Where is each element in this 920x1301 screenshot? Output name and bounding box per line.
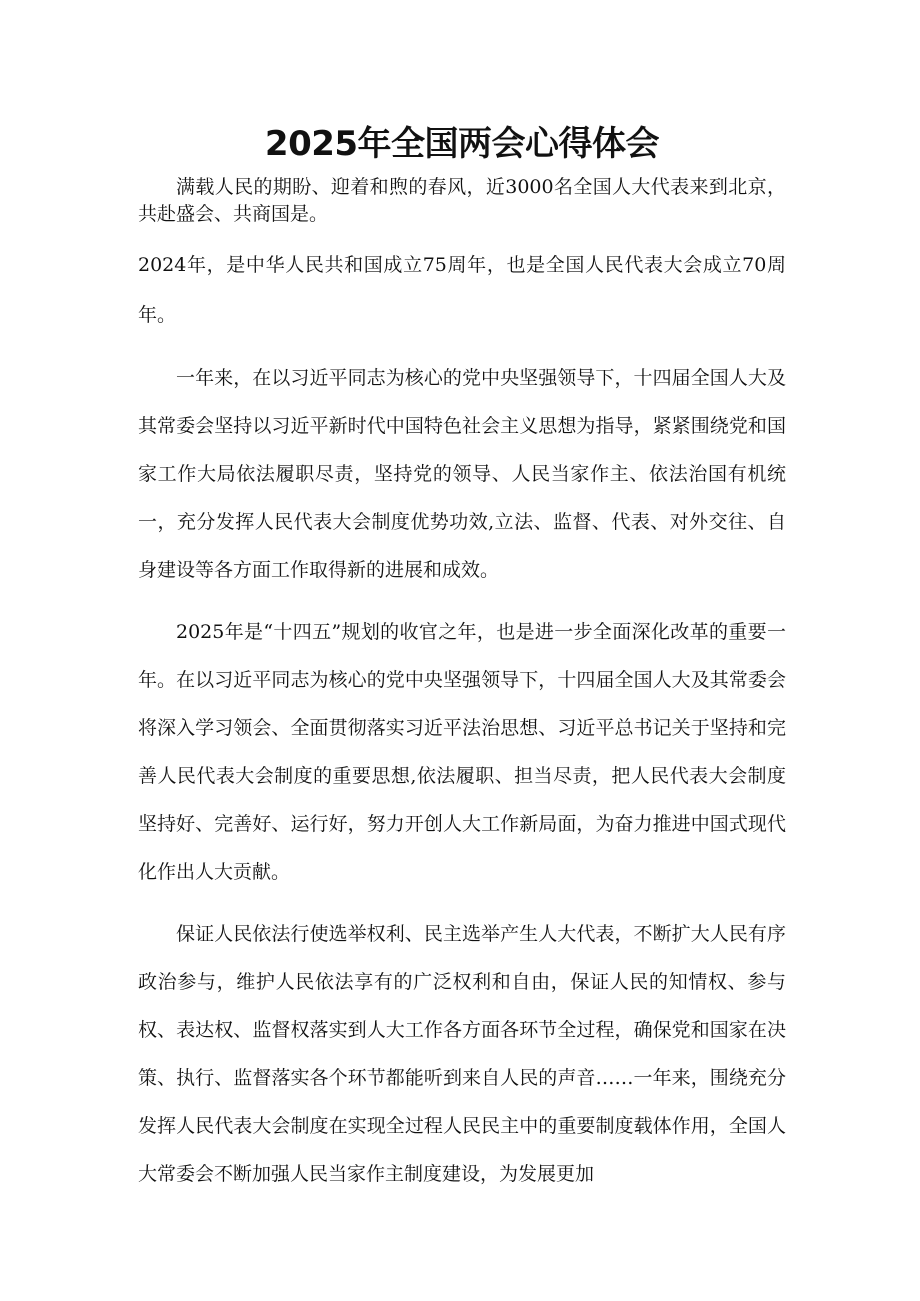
document-page — [138, 118, 786, 1198]
paragraph-5: 保证人民依法行使选举权利、民主选举产生人大代表，不断扩大人民有序政治参与，维护人民依法享有的广泛权利和自由，保证人民的知情权、参与权、表达权、监督权落实到人大工作各方面各环节全过程，确保党和国家在决策、执行、监督落实各个环节都能听到来自人民的声音……一年来，围绕充分发挥人民代表大会制度在实现全过程人民民主中的重要制度载体作用，全国人大常委会不断加强人民当家作主制度建设，为发展更加 — [138, 923, 786, 1185]
paragraph-4: 2025年是“十四五”规划的收官之年，也是进一步全面深化改革的重要一年。在以习近平同志为核心的党中央坚强领导下，十四届全国人大及其常委会将深入学习领会、全面贯彻落实习近平法治思想、习近平总书记关于坚持和完善人民代表大会制度的重要思想,依法履职、担当尽责，把人民代表大会制度坚持好、完善好、运行好，努力开创人大工作新局面，为奋力推进中国式现代化作出人大贡献。 — [138, 621, 786, 883]
document-title: 2025年全国两会心得体会 — [264, 124, 660, 164]
paragraph-2: 2024年，是中华人民共和国成立75周年，也是全国人民代表大会成立70周年。 — [138, 254, 786, 326]
paragraph-1: 满载人民的期盼、迎着和煦的春风，近3000名全国人大代表来到北京，共赴盛会、共商国是。 — [138, 176, 786, 225]
paragraph-3: 一年来，在以习近平同志为核心的党中央坚强领导下，十四届全国人大及其常委会坚持以习近平新时代中国特色社会主义思想为指导，紧紧围绕党和国家工作大局依法履职尽责，坚持党的领导、人民当家作主、依法治国有机统一，充分发挥人民代表大会制度优势功效,立法、监督、代表、对外交往、自身建设等各方面工作取得新的进展和成效。 — [138, 367, 786, 581]
